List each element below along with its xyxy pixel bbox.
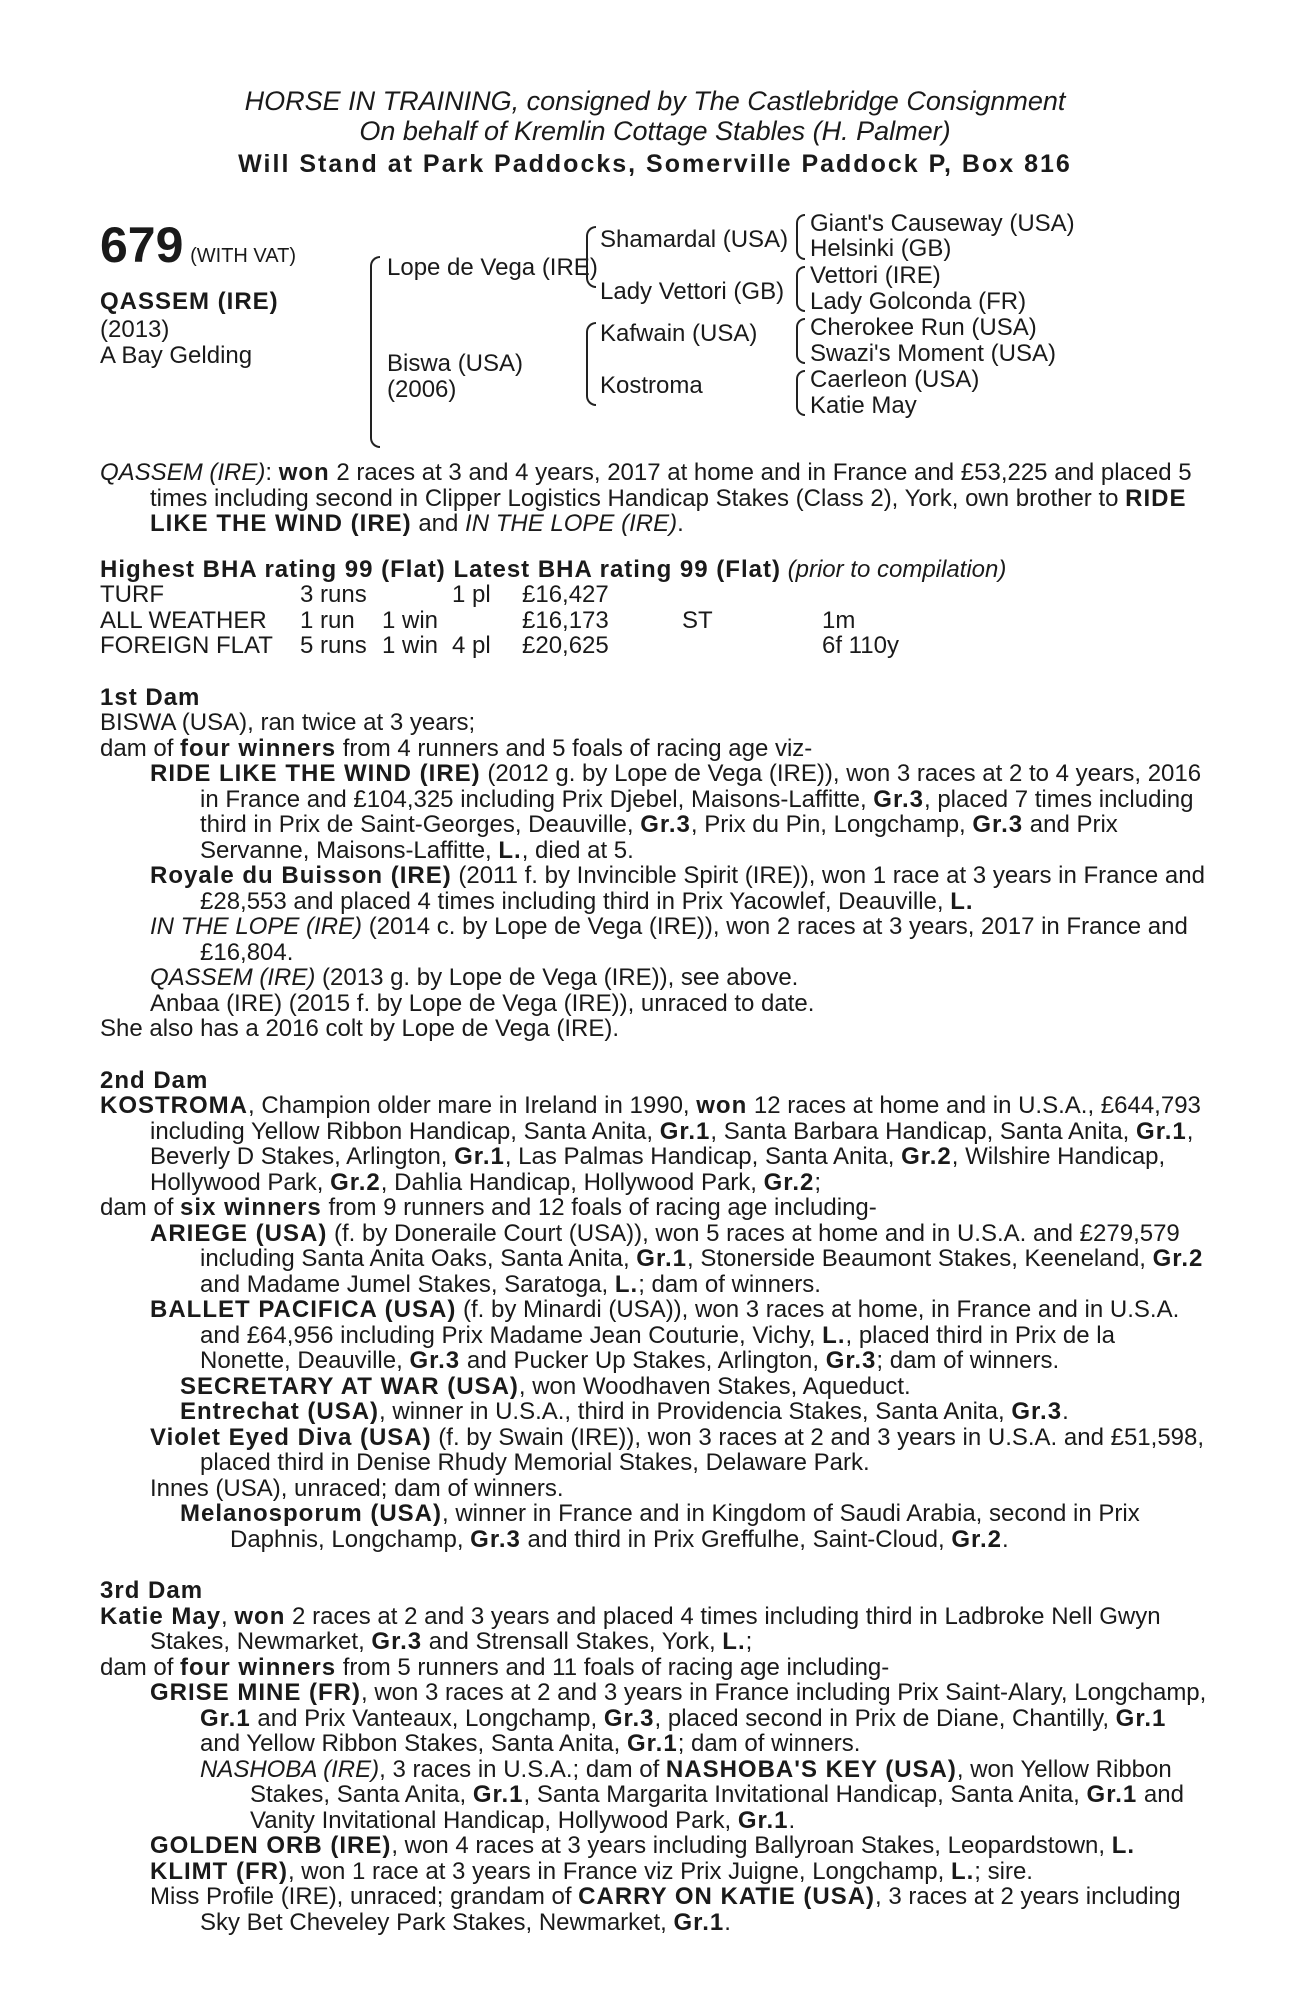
summary-paragraph: QASSEM (IRE): won 2 races at 3 and 4 years, 2017 at home and in France and £53,225 and placed 5 times including second in Clipper Logistics Handicap Stakes (Class 2), York, own brother to RIDE LIKE THE WIND (IRE) and IN THE LOPE (IRE). [100, 459, 1192, 537]
section-heading: 2nd Dam [100, 1066, 209, 1094]
progeny-entry: QASSEM (IRE) (2013 g. by Lope de Vega (IRE)), see above. [150, 964, 799, 991]
lot-number: 679 [100, 217, 184, 273]
sire: Lope de Vega (IRE) [387, 254, 598, 281]
brace-gen1 [370, 256, 380, 448]
table-row: ALL WEATHER 1 run 1 win £16,173 ST 1m [100, 606, 856, 634]
progeny-entry: BALLET PACIFICA (USA) (f. by Minardi (USA)), won 3 races at home, in France and in U.S.A. and £64,956 including Prix Madame Jean Couturie, Vichy, L., placed third in Prix de la Nonette, Deauville, Gr.3 and Pucker Up Stakes, Arlington, Gr.3; dam of winners. [150, 1296, 1180, 1374]
brace-sd [796, 266, 805, 312]
table-row: TURF 3 runs 1 pl £16,427 [100, 581, 609, 608]
lot-heading [100, 217, 297, 273]
table-row: FOREIGN FLAT 5 runs 1 win 4 pl £20,625 6f 110y [100, 632, 899, 659]
progeny-entry: KLIMT (FR), won 1 race at 3 years in France viz Prix Juigne, Longchamp, L.; sire. [150, 1857, 1033, 1885]
race-record-table [100, 582, 899, 659]
header-location: Will Stand at Park Paddocks, Somerville Paddock P, Box 816 [238, 150, 1072, 178]
ss-sire: Giant's Causeway (USA) [810, 210, 1075, 237]
progeny-entry: GRISE MINE (FR), won 3 races at 2 and 3 years in France including Prix Saint-Alary, Longchamp, Gr.1 and Prix Vanteaux, Longchamp, Gr.3, placed second in Prix de Diane, Chantilly, Gr.1 and Yellow Ribbon Stakes, Santa Anita, Gr.1; dam of winners. [150, 1679, 1207, 1757]
catalogue-body [100, 460, 1210, 1935]
header-consignor: HORSE IN TRAINING, consigned by The Castlebridge Consignment [244, 86, 1066, 116]
catalogue-page [100, 86, 1210, 1935]
grand-progeny-entry: Entrechat (USA), winner in U.S.A., third in Providencia Stakes, Santa Anita, Gr.3. [180, 1398, 1069, 1425]
horse-description: A Bay Gelding [100, 342, 253, 369]
dd-sire: Caerleon (USA) [810, 366, 980, 393]
progeny-entry: ARIEGE (USA) (f. by Doneraile Court (USA)), won 5 races at home and in U.S.A. and £279,579 including Santa Anita Oaks, Santa Anita, Gr.1, Stonerside Beaumont Stakes, Keeneland, Gr.2 and Madame Jumel Stakes, Saratoga, L.; dam of winners. [150, 1219, 1204, 1298]
progeny-entry: Violet Eyed Diva (USA) (f. by Swain (IRE)), won 3 races at 2 and 3 years in U.S.A. and £51,598, placed third in Denise Rhudy Memorial Stakes, Delaware Park. [150, 1423, 1205, 1476]
dam: Biswa (USA) [387, 350, 524, 377]
section-heading: 3rd Dam [100, 1577, 204, 1604]
ss-dam: Helsinki (GB) [810, 235, 952, 262]
rating-line: Highest BHA rating 99 (Flat) Latest BHA rating 99 (Flat) (prior to compilation) [100, 555, 1007, 583]
progeny-entry: Royale du Buisson (IRE) (2011 f. by Invincible Spirit (IRE)), won 1 race at 3 years in France and £28,553 and placed 4 times including third in Prix Yacowlef, Deauville, L. [150, 862, 1205, 915]
progeny-entry: Innes (USA), unraced; dam of winners. [150, 1474, 564, 1502]
progeny-entry: GOLDEN ORB (IRE), won 4 races at 3 years including Ballyroan Stakes, Leopardstown, L. [150, 1832, 1136, 1859]
vat-label: (WITH VAT) [190, 245, 297, 267]
progeny-entry: RIDE LIKE THE WIND (IRE) (2012 g. by Lope de Vega (IRE)), won 3 races at 2 to 4 years, 2016 in France and £104,325 including Prix Djebel, Maisons-Laffitte, Gr.3, placed 7 times including third in Prix de Saint-Georges, Deauville, Gr.3, Prix du Pin, Longchamp, Gr.3 and Prix Servanne, Maisons-Laffitte, L., died at 5. [150, 760, 1202, 864]
pedigree-block [100, 210, 1210, 460]
dam-dam: Kostroma [600, 372, 703, 399]
horse-year: (2013) [100, 316, 170, 343]
section-heading: 1st Dam [100, 683, 201, 711]
dam-year: (2006) [387, 376, 457, 403]
sire-dam: Lady Vettori (GB) [600, 278, 785, 305]
progeny-entry: Anbaa (IRE) (2015 f. by Lope de Vega (IRE)), unraced to date. [150, 989, 815, 1017]
sd-dam: Lady Golconda (FR) [810, 288, 1027, 315]
dd-dam: Katie May [810, 392, 917, 419]
brace-dd [796, 370, 805, 416]
grand-progeny-entry: SECRETARY AT WAR (USA), won Woodhaven Stakes, Aqueduct. [180, 1372, 911, 1400]
grand-progeny-entry: Melanosporum (USA), winner in France and in Kingdom of Saudi Arabia, second in Prix Daphnis, Longchamp, Gr.3 and third in Prix Greffulhe, Saint-Cloud, Gr.2. [180, 1500, 1140, 1553]
brace-dam [586, 322, 596, 406]
header-behalf: On behalf of Kremlin Cottage Stables (H. Palmer) [359, 116, 951, 146]
brace-sire [586, 226, 596, 288]
ds-sire: Cherokee Run (USA) [810, 314, 1037, 341]
grand-progeny-entry: NASHOBA (IRE), 3 races in U.S.A.; dam of NASHOBA'S KEY (USA), won Yellow Ribbon Stakes, Santa Anita, Gr.1, Santa Margarita Invitational Handicap, Santa Anita, Gr.1 and Vanity Invitational Handicap, Hollywood Park, Gr.1. [200, 1755, 1184, 1834]
third-dam-section: 3rd Dam Katie May, won 2 races at 2 and 3 years and placed 4 times including third in Ladbroke Nell Gwyn Stakes, Newmarket, Gr.3 and Strensall Stakes, York, L.; dam of four winners from 5 runners and 11 foals of racing age including- GRISE MINE (FR), won 3 races at 2 and 3 years in France including Prix Saint-Alary, Longchamp, Gr.1 and Prix Vanteaux, Longchamp, Gr.3, placed second in Prix de Diane, Chantilly, Gr.1 and Yellow Ribbon Stakes, Santa Anita, Gr.1; dam of winners. NASHOBA (IRE), 3 races in U.S.A.; dam of NASHOBA'S KEY (USA), won Yellow Ribbon Stakes, Santa Anita, Gr.1, Santa Margarita Invitational Handicap, Santa Anita, Gr.1 and Vanity Invitational Handicap, Hollywood Park, Gr.1. GOLDEN ORB (IRE), won 4 races at 3 years including Ballyroan Stakes, Leopardstown, L. KLIMT (FR), won 1 race at 3 years in France viz Prix Juigne, Longchamp, L.; sire. Miss Profile (IRE), unraced; grandam of CARRY ON KATIE (USA), 3 races at 2 years including Sky Bet Cheveley Park Stakes, Newmarket, Gr.1. [100, 1578, 1210, 1935]
second-dam-section: 2nd Dam KOSTROMA, Champion older mare in Ireland in 1990, won 12 races at home and in U.S.A., £644,793 including Yellow Ribbon Handicap, Santa Anita, Gr.1, Santa Barbara Handicap, Santa Anita, Gr.1, Beverly D Stakes, Arlington, Gr.1, Las Palmas Handicap, Santa Anita, Gr.2, Wilshire Handicap, Hollywood Park, Gr.2, Dahlia Handicap, Hollywood Park, Gr.2; dam of six winners from 9 runners and 12 foals of racing age including- ARIEGE (USA) (f. by Doneraile Court (USA)), won 5 races at home and in U.S.A. and £279,579 including Santa Anita Oaks, Santa Anita, Gr.1, Stonerside Beaumont Stakes, Keeneland, Gr.2 and Madame Jumel Stakes, Saratoga, L.; dam of winners. BALLET PACIFICA (USA) (f. by Minardi (USA)), won 3 races at home, in France and in U.S.A. and £64,956 including Prix Madame Jean Couturie, Vichy, L., placed third in Prix de la Nonette, Deauville, Gr.3 and Pucker Up Stakes, Arlington, Gr.3; dam of winners. SECRETARY AT WAR (USA), won Woodhaven Stakes, Aqueduct. Entrechat (USA), winner in U.S.A., third in Providencia Stakes, Santa Anita, Gr.3. Violet Eyed Diva (USA) (f. by Swain (IRE)), won 3 races at 2 and 3 years in U.S.A. and £51,598, placed third in Denise Rhudy Memorial Stakes, Delaware Park. Innes (USA), unraced; dam of winners. Melanosporum (USA), winner in France and in Kingdom of Saudi Arabia, second in Prix Daphnis, Longchamp, Gr.3 and third in Prix Greffulhe, Saint-Cloud, Gr.2. [100, 1068, 1210, 1553]
brace-ss [796, 214, 805, 260]
dam-sire: Kafwain (USA) [600, 320, 758, 347]
sd-sire: Vettori (IRE) [810, 262, 941, 289]
first-dam-section: 1st Dam BISWA (USA), ran twice at 3 years; dam of four winners from 4 runners and 5 foals of racing age viz- RIDE LIKE THE WIND (IRE) (2012 g. by Lope de Vega (IRE)), won 3 races at 2 to 4 years, 2016 in France and £104,325 including Prix Djebel, Maisons-Laffitte, Gr.3, placed 7 times including third in Prix de Saint-Georges, Deauville, Gr.3, Prix du Pin, Longchamp, Gr.3 and Prix Servanne, Maisons-Laffitte, L., died at 5. Royale du Buisson (IRE) (2011 f. by Invincible Spirit (IRE)), won 1 race at 3 years in France and £28,553 and placed 4 times including third in Prix Yacowlef, Deauville, L. IN THE LOPE (IRE) (2014 c. by Lope de Vega (IRE)), won 2 races at 3 years, 2017 in France and £16,804. QASSEM (IRE) (2013 g. by Lope de Vega (IRE)), see above. Anbaa (IRE) (2015 f. by Lope de Vega (IRE)), unraced to date. She also has a 2016 colt by Lope de Vega (IRE). [100, 685, 1210, 1042]
horse-name: QASSEM (IRE) [100, 288, 279, 315]
sire-sire: Shamardal (USA) [600, 226, 789, 253]
brace-ds [796, 318, 805, 364]
progeny-entry: Miss Profile (IRE), unraced; grandam of CARRY ON KATIE (USA), 3 races at 2 years including Sky Bet Cheveley Park Stakes, Newmarket, Gr.1. [150, 1883, 1181, 1936]
progeny-entry: IN THE LOPE (IRE) (2014 c. by Lope de Vega (IRE)), won 2 races at 3 years, 2017 in France and £16,804. [150, 913, 1188, 966]
ds-dam: Swazi's Moment (USA) [810, 340, 1056, 367]
